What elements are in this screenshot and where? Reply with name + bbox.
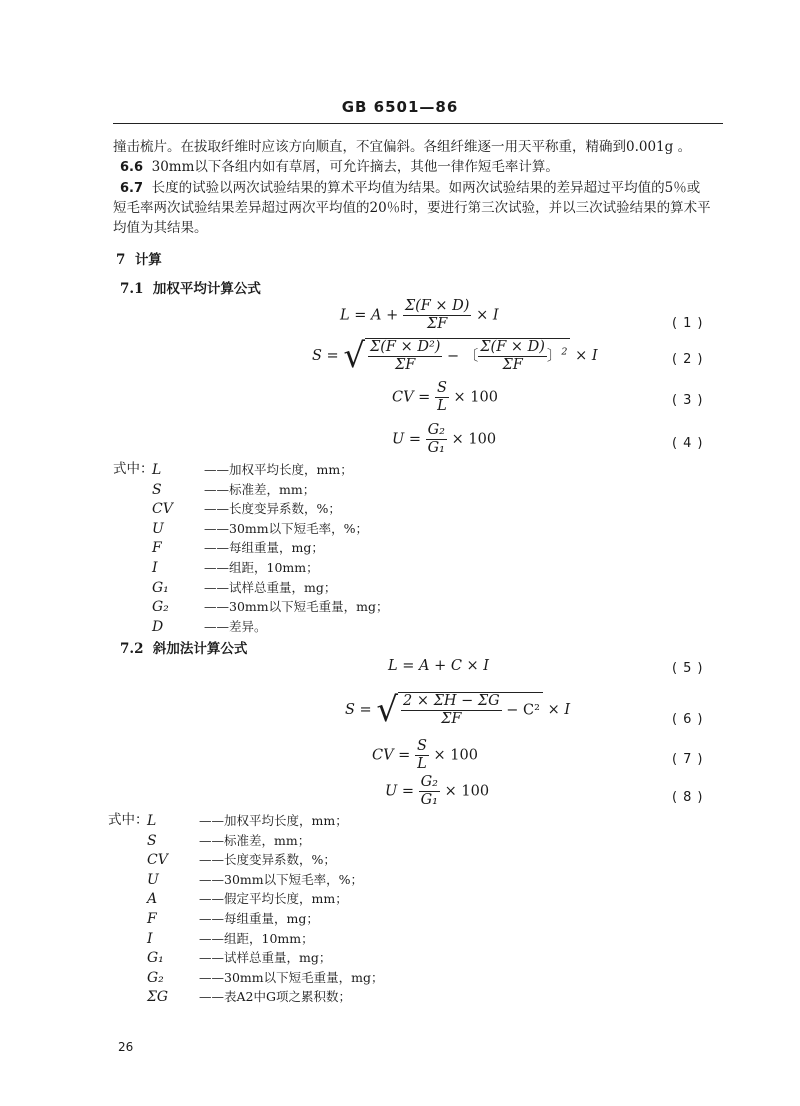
- standard-number: GB 6501—86: [341, 98, 459, 116]
- definition-row: [152, 459, 388, 479]
- definition-symbol: L: [147, 813, 157, 829]
- equation-number-5: (5): [672, 661, 709, 676]
- definition-symbol: G₁: [152, 579, 169, 596]
- definition-row: [152, 537, 388, 557]
- definition-row: [147, 869, 383, 889]
- radical-sign: √: [343, 336, 365, 376]
- definition-text: ——标准差，mm；: [204, 481, 316, 497]
- definition-text: ——30mm以下短毛重量，mg；: [199, 969, 384, 985]
- equation-2: S = √ $\frac{\text{Σ(F × D²)}}{\Sigma F}$ − 〔 $\frac{\Sigma(F \times D)}{\Sigma F}$ 〕$^2$ × I: [312, 336, 598, 376]
- definition-symbol: L: [152, 462, 162, 478]
- definition-text: ——30mm以下短毛率，%；: [199, 871, 363, 887]
- definition-row: [152, 518, 388, 538]
- section-number: 7.1: [120, 281, 144, 297]
- equation-number-4: (4): [672, 436, 709, 451]
- definition-text: ——假定平均长度，mm；: [199, 891, 348, 907]
- section-number: 7: [116, 252, 126, 268]
- definition-symbol: S: [147, 832, 157, 849]
- definition-text: ——标准差，mm；: [199, 832, 311, 848]
- definition-text: ——加权平均长度，mm；: [204, 462, 353, 477]
- definition-row: [147, 888, 383, 908]
- equation-number-8: (8): [672, 790, 709, 805]
- definition-text: ——每组重量，mg；: [204, 540, 324, 556]
- equation-number-1: (1): [672, 316, 709, 331]
- equation-6: S = √ $\frac{2 \times \Sigma H - \Sigma G}{\Sigma F}$ − C² × I: [345, 690, 571, 730]
- definition-row: [152, 596, 388, 616]
- definition-text: ——组距，10mm；: [204, 559, 319, 575]
- section-title: 斜加法计算公式: [152, 641, 248, 657]
- definition-row: [152, 479, 388, 499]
- section-number: 7.2: [120, 641, 144, 657]
- where-label-1: 式中：: [113, 461, 154, 477]
- section-title: 计算: [134, 252, 162, 268]
- clause-text: 30mm以下各组内如有草屑，可允许摘去，其他一律作短毛率计算。: [151, 159, 559, 175]
- clause-6-7-line2: 短毛率两次试验结果差异超过两次平均值的20％时，要进行第三次试验，并以三次试验结果的算术平: [113, 200, 711, 216]
- clause-6-6: [120, 157, 559, 178]
- equation-number-3: (3): [672, 393, 709, 408]
- radical-sign: √: [376, 690, 398, 730]
- section-7-2-heading: [120, 637, 247, 657]
- section-title: 加权平均计算公式: [152, 281, 261, 297]
- definition-row: [147, 967, 383, 987]
- clause-text: 长度的试验以两次试验结果的算术平均值为结果。如两次试验结果的差异超过平均值的5％或: [151, 180, 701, 196]
- definition-symbol: G₁: [147, 950, 164, 967]
- definition-symbol: ΣG: [147, 989, 169, 1006]
- definition-symbol: G₂: [152, 599, 169, 616]
- definition-text: ——差异。: [204, 618, 267, 634]
- definition-symbol: D: [152, 618, 164, 635]
- definitions-list-2: [147, 810, 383, 1006]
- fraction: $\frac{\Sigma(F \times D)}{\Sigma F}$: [404, 298, 470, 332]
- definition-row: [152, 616, 388, 636]
- definition-symbol: CV: [147, 852, 168, 869]
- definition-symbol: F: [147, 910, 157, 927]
- definition-row: [147, 908, 383, 928]
- equation-7: CV = $\frac{S}{L}$ × 100: [372, 738, 478, 772]
- definition-row: [147, 947, 383, 967]
- equation-3: CV = $\frac{S}{L}$ × 100: [392, 380, 498, 414]
- definition-row: [147, 830, 383, 850]
- definition-row: [147, 928, 383, 948]
- definition-text: ——组距，10mm；: [199, 930, 314, 946]
- definition-row: [152, 498, 388, 518]
- definition-symbol: I: [152, 559, 158, 576]
- definition-symbol: A: [147, 891, 158, 908]
- clause-number: 6.6: [120, 160, 144, 175]
- definition-text: ——表A2中G项之累积数；: [199, 989, 351, 1005]
- definition-symbol: U: [152, 520, 164, 537]
- definition-text: ——长度变异系数，%；: [199, 852, 336, 868]
- definition-text: ——30mm以下短毛重量，mg；: [204, 599, 389, 615]
- definition-row: [147, 810, 383, 830]
- definition-text: ——加权平均长度，mm；: [199, 813, 348, 828]
- equation-8: U = $\frac{\text{G₂}}{\text{G₁}}$ × 100: [385, 774, 490, 808]
- definition-text: ——30mm以下短毛率，%；: [204, 520, 368, 536]
- section-7-heading: [116, 248, 162, 268]
- equation-number-7: (7): [672, 752, 709, 767]
- equation-1: L = A + $\frac{\Sigma(F \times D)}{\Sigma F}$ × I: [340, 298, 499, 332]
- definition-symbol: U: [147, 871, 159, 888]
- definition-symbol: G₂: [147, 969, 164, 986]
- section-7-1-heading: [120, 277, 261, 297]
- definition-text: ——每组重量，mg；: [199, 910, 319, 926]
- where-label-2: 式中：: [108, 812, 149, 828]
- definitions-list-1: [152, 459, 388, 635]
- definition-text: ——试样总重量，mg；: [199, 950, 332, 966]
- definition-row: [147, 849, 383, 869]
- clause-number: 6.7: [120, 181, 144, 196]
- definition-symbol: F: [152, 540, 162, 557]
- page-number: 26: [118, 1040, 134, 1054]
- clause-6-7-line3: 均值为其结果。: [113, 220, 208, 236]
- equation-4: U = $\frac{\text{G₂}}{\text{G₁}}$ × 100: [392, 422, 497, 456]
- definition-symbol: I: [147, 930, 153, 947]
- definition-row: [152, 577, 388, 597]
- header-rule: [113, 123, 723, 124]
- radicand: $\frac{2 \times \Sigma H - \Sigma G}{\Sigma F}$ − C²: [398, 692, 543, 728]
- definition-text: ——试样总重量，mg；: [204, 579, 337, 595]
- definition-row: [152, 557, 388, 577]
- equation-number-2: (2): [672, 352, 709, 367]
- paragraph-continued: 撞击梳片。在拔取纤维时应该方向顺直，不宜偏斜。各组纤维逐一用天平称重，精确到0.001g 。: [113, 139, 692, 155]
- definition-symbol: CV: [152, 501, 173, 518]
- clause-6-7-line1: [120, 178, 700, 199]
- definition-text: ——长度变异系数，%；: [204, 501, 341, 517]
- equation-number-6: (6): [672, 712, 709, 727]
- definition-row: [147, 986, 383, 1006]
- definition-symbol: S: [152, 481, 162, 498]
- radicand: $\frac{\text{Σ(F × D²)}}{\Sigma F}$ − 〔 $\frac{\Sigma(F \times D)}{\Sigma F}$ 〕$^2$: [365, 338, 570, 374]
- equation-5: L = A + C × I: [388, 658, 490, 674]
